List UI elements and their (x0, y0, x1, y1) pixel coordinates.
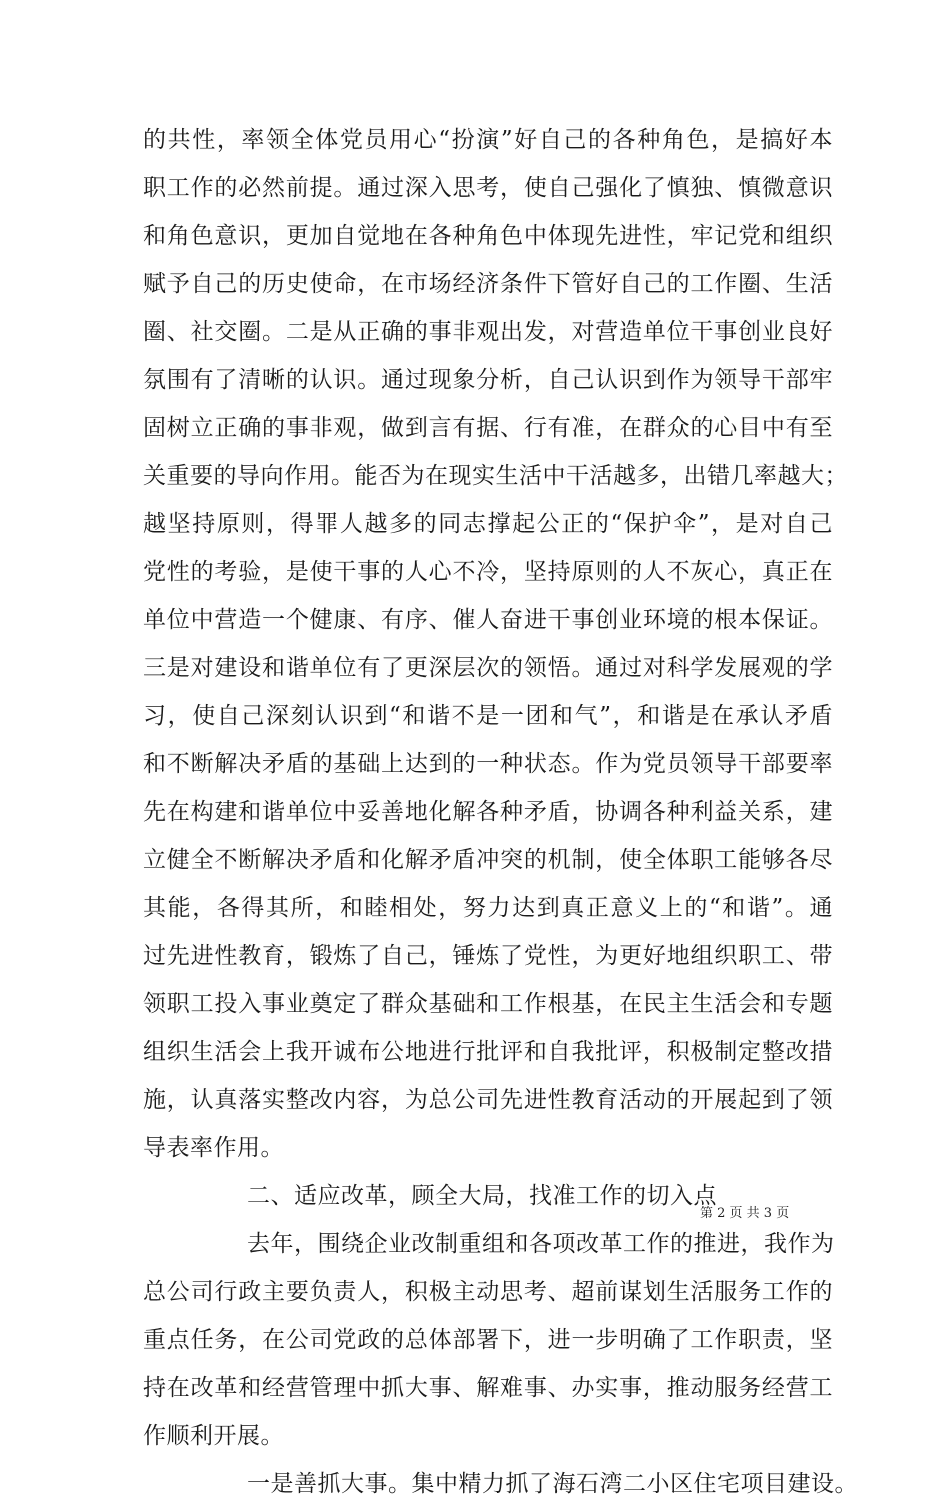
text-line: 和不断解决矛盾的基础上达到的一种状态。作为党员领导干部要率 (143, 751, 833, 777)
text-line: 固树立正确的事非观，做到言有据、行有准，在群众的心目中有至 (143, 415, 833, 441)
text-line: 一是善抓大事。集中精力抓了海石湾二小区住宅项目建设。 (247, 1471, 858, 1497)
text-line: 三是对建设和谐单位有了更深层次的领悟。通过对科学发展观的学 (143, 655, 833, 681)
text-line: 赋予自己的历史使命，在市场经济条件下管好自己的工作圈、生活 (143, 271, 833, 297)
text-line: 职工作的必然前提。通过深入思考，使自己强化了慎独、慎微意识 (143, 175, 833, 201)
text-line: 总公司行政主要负责人，积极主动思考、超前谋划生活服务工作的 (143, 1279, 833, 1305)
text-line: 关重要的导向作用。能否为在现实生活中干活越多，出错几率越大； (143, 463, 848, 489)
section-heading: 二、适应改革，顾全大局，找准工作的切入点 (247, 1183, 717, 1209)
text-line: 领职工投入事业奠定了群众基础和工作根基，在民主生活会和专题 (143, 991, 833, 1017)
body-text (143, 116, 858, 1508)
text-line: 持在改革和经营管理中抓大事、解难事、办实事，推动服务经营工 (143, 1375, 833, 1401)
text-line: 去年，围绕企业改制重组和各项改革工作的推进，我作为 (247, 1231, 835, 1257)
text-line: 习，使自己深刻认识到“和谐不是一团和气”，和谐是在承认矛盾 (143, 703, 833, 729)
page-footer: 第 2 页 共 3 页 (700, 1206, 790, 1221)
text-line: 过先进性教育，锻炼了自己，锤炼了党性，为更好地组织职工、带 (143, 943, 833, 969)
text-line: 导表率作用。 (143, 1135, 284, 1161)
text-line: 施，认真落实整改内容，为总公司先进性教育活动的开展起到了领 (143, 1087, 833, 1113)
text-line: 单位中营造一个健康、有序、催人奋进干事创业环境的根本保证。 (143, 607, 833, 633)
text-line: 圈、社交圈。二是从正确的事非观出发，对营造单位干事创业良好 (143, 319, 833, 345)
text-line: 其能，各得其所，和睦相处，努力达到真正意义上的“和谐”。通 (143, 895, 833, 921)
text-line: 作顺利开展。 (143, 1423, 284, 1449)
text-line: 的共性，率领全体党员用心“扮演”好自己的各种角色，是搞好本 (143, 127, 833, 153)
text-line: 氛围有了清晰的认识。通过现象分析，自己认识到作为领导干部牢 (143, 367, 833, 393)
text-line: 立健全不断解决矛盾和化解矛盾冲突的机制，使全体职工能够各尽 (143, 847, 833, 873)
text-line: 重点任务，在公司党政的总体部署下，进一步明确了工作职责，坚 (143, 1327, 833, 1353)
text-line: 越坚持原则，得罪人越多的同志撑起公正的“保护伞”，是对自己 (143, 511, 833, 537)
text-line: 和角色意识，更加自觉地在各种角色中体现先进性，牢记党和组织 (143, 223, 833, 249)
text-line: 党性的考验，是使干事的人心不冷，坚持原则的人不灰心，真正在 (143, 559, 833, 585)
text-line: 先在构建和谐单位中妥善地化解各种矛盾，协调各种利益关系，建 (143, 799, 833, 825)
text-line: 组织生活会上我开诚布公地进行批评和自我批评，积极制定整改措 (143, 1039, 833, 1065)
